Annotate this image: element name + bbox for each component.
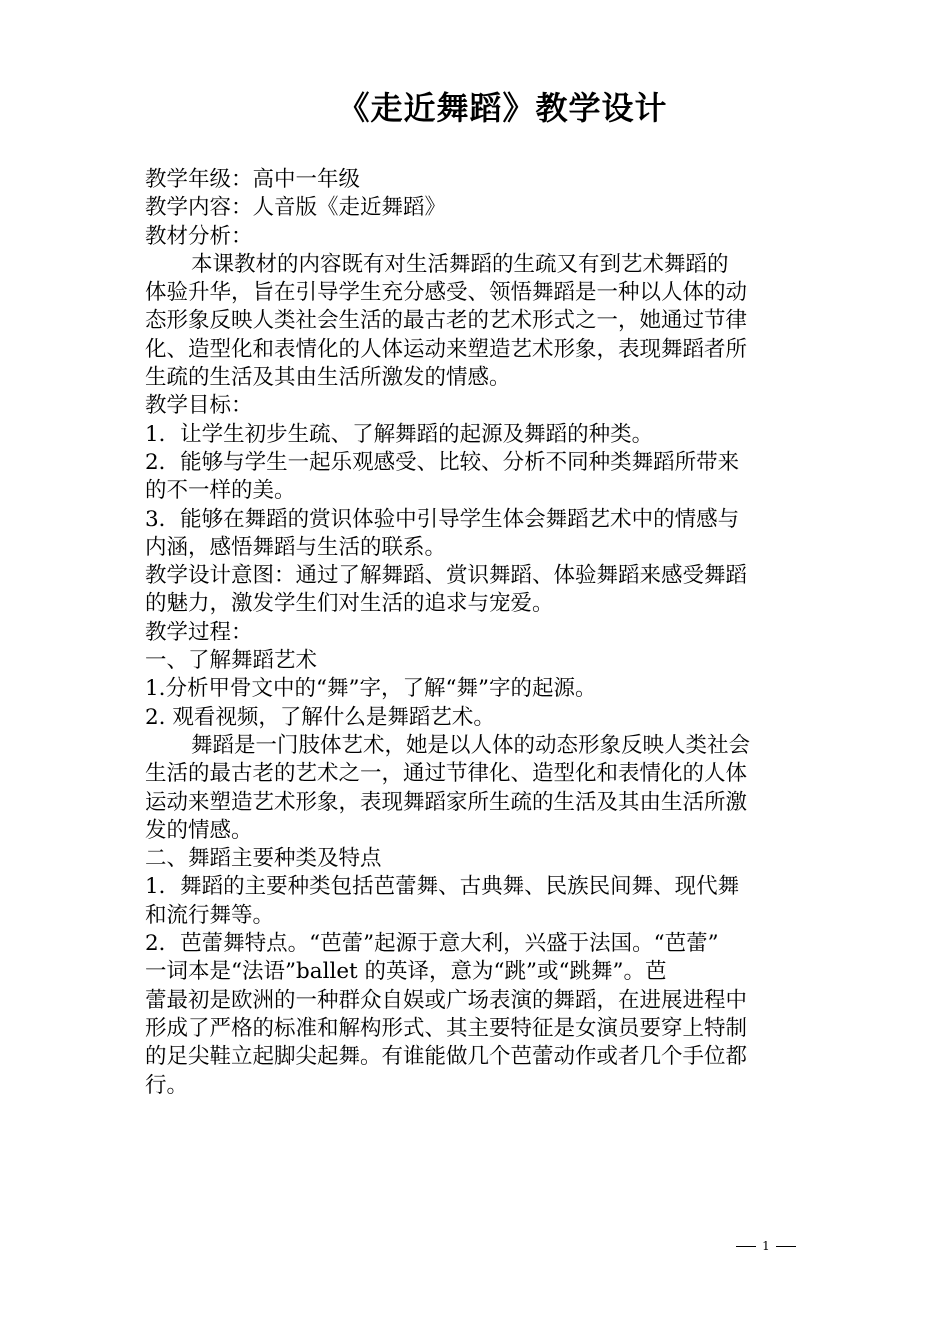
text-line: 行。 — [145, 1072, 189, 1098]
text-line: 蕾最初是欧洲的一种群众自娱或广场表演的舞蹈，在进展进程中 — [145, 987, 748, 1013]
page-footer — [726, 1236, 806, 1256]
text-line: 一词本是“法语”ballet 的英译，意为“跳”或“跳舞”。芭 — [145, 959, 667, 985]
text-line: 的魅力，激发学生们对生活的追求与宠爱。 — [145, 591, 554, 617]
footer-dash-left — [736, 1246, 756, 1247]
text-line: 3．能够在舞蹈的赏识体验中引导学生体会舞蹈艺术中的情感与 — [145, 506, 740, 532]
text-line: 1．舞蹈的主要种类包括芭蕾舞、古典舞、民族民间舞、现代舞 — [145, 874, 740, 900]
text-line: 1．让学生初步生疏、了解舞蹈的起源及舞蹈的种类。 — [145, 421, 654, 447]
text-line: 教学过程： — [145, 619, 253, 645]
document-body — [145, 166, 817, 1100]
text-line: 2．芭蕾舞特点。“芭蕾”起源于意大利，兴盛于法国。“芭蕾” — [145, 931, 719, 957]
text-line: 教学年级：高中一年级 — [145, 167, 361, 192]
text-line: 态形象反映人类社会生活的最古老的艺术形式之一，她通过节律 — [145, 308, 748, 334]
text-line: 本课教材的内容既有对生活舞蹈的生疏又有到艺术舞蹈的 — [191, 251, 729, 277]
footer-dash-right — [776, 1246, 796, 1247]
text-line: 生疏的生活及其由生活所激发的情感。 — [145, 365, 511, 391]
text-line: 教学目标： — [145, 393, 253, 419]
text-line: 2. 观看视频，了解什么是舞蹈艺术。 — [145, 704, 495, 730]
text-line: 2．能够与学生一起乐观感受、比较、分析不同种类舞蹈所带来 — [145, 449, 740, 475]
text-line: 1.分析甲骨文中的“舞”字，了解“舞”字的起源。 — [145, 676, 597, 702]
text-line: 内涵，感悟舞蹈与生活的联系。 — [145, 534, 447, 560]
text-line: 的不一样的美。 — [145, 478, 296, 504]
text-line: 生活的最古老的艺术之一，通过节律化、造型化和表情化的人体 — [145, 761, 748, 787]
page-number: 1 — [762, 1239, 770, 1253]
text-line: 体验升华，旨在引导学生充分感受、领悟舞蹈是一种以人体的动 — [145, 280, 748, 306]
text-line: 舞蹈是一门肢体艺术，她是以人体的动态形象反映人类社会 — [191, 732, 751, 758]
text-line: 教学内容：人音版《走近舞蹈》 — [145, 195, 447, 221]
text-line: 教材分析： — [145, 223, 253, 249]
text-line: 和流行舞等。 — [145, 902, 275, 928]
document-title: 《走近舞蹈》教学设计 — [337, 89, 668, 127]
text-line: 一、了解舞蹈艺术 — [145, 648, 318, 674]
text-line: 二、舞蹈主要种类及特点 — [145, 846, 382, 872]
text-line: 化、造型化和表情化的人体运动来塑造艺术形象，表现舞蹈者所 — [145, 336, 748, 362]
text-line: 形成了严格的标准和解构形式、其主要特征是女演员要穿上特制 — [145, 1015, 748, 1041]
text-line: 的足尖鞋立起脚尖起舞。有谁能做几个芭蕾动作或者几个手位都 — [145, 1044, 748, 1070]
text-line: 发的情感。 — [145, 817, 253, 843]
text-line: 运动来塑造艺术形象，表现舞蹈家所生疏的生活及其由生活所激 — [145, 789, 748, 815]
text-line: 教学设计意图：通过了解舞蹈、赏识舞蹈、体验舞蹈来感受舞蹈 — [145, 563, 748, 589]
